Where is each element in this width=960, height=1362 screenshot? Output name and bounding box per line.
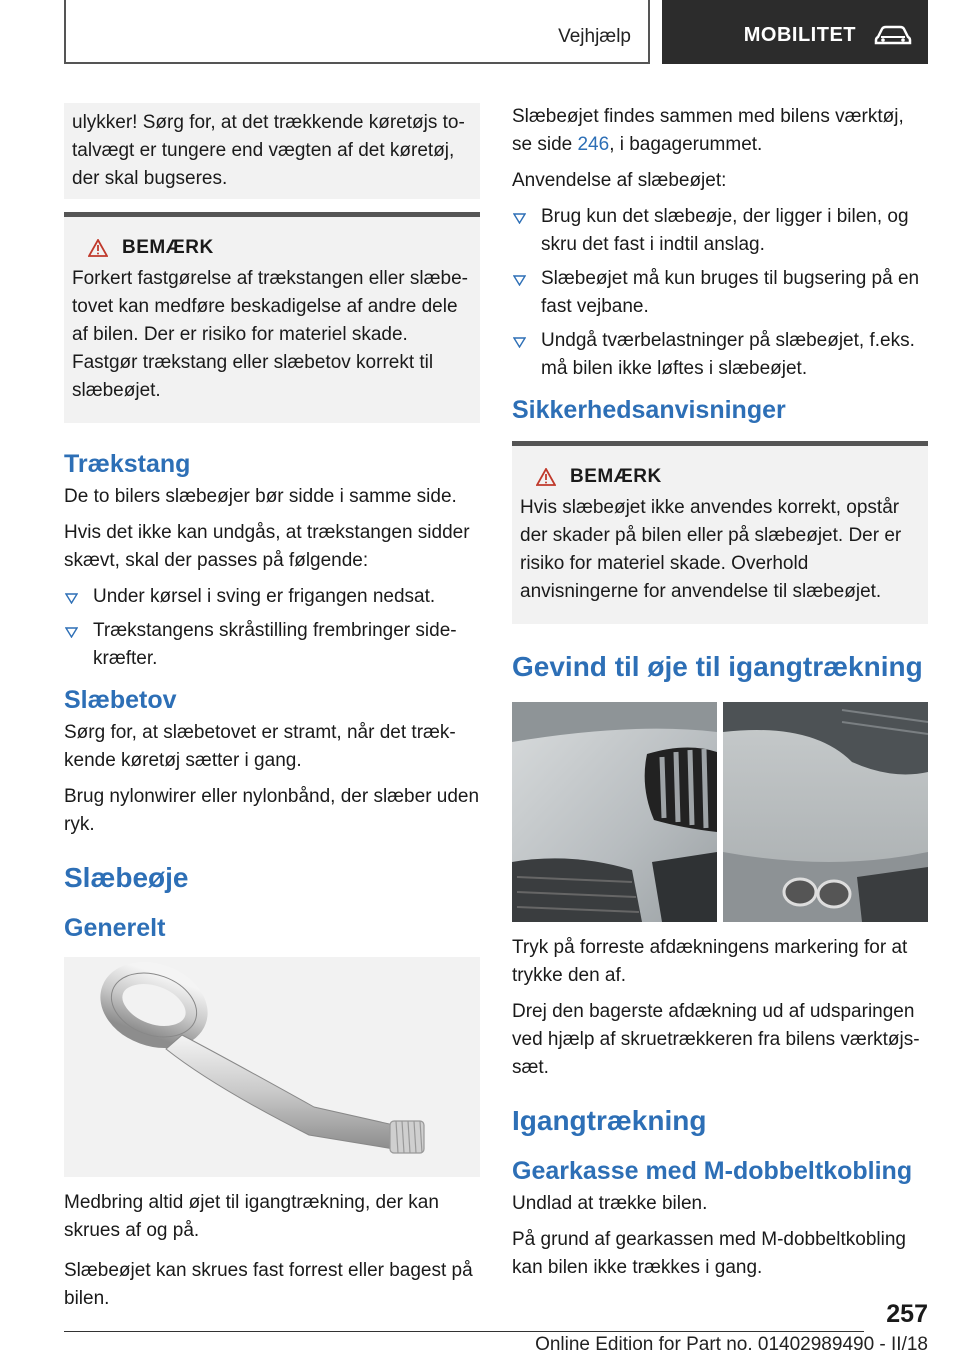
list-item: Brug kun det slæbeøje, der ligger i bilen, og skru det fast i indtil anslag. [512, 203, 928, 259]
bullet-list [512, 203, 928, 383]
right-column [512, 103, 928, 1290]
paragraph: Sørg for, at slæbetovet er stramt, når det trækkende køretøj sætter i gang. [64, 722, 456, 771]
paragraph: Hvis det ikke kan undgås, at trækstangen sidder skævt, skal der passes på følgende: [64, 522, 470, 571]
heading-gevind: Gevind til øje til igangtrækning [512, 651, 923, 682]
triangle-bullet-icon [65, 593, 78, 604]
section-tab [64, 0, 650, 64]
car-icon [874, 24, 912, 46]
heading-traekstang: Trækstang [64, 450, 191, 478]
warning-triangle-icon [88, 239, 108, 257]
chapter-tab [662, 0, 928, 64]
chapter-title: MOBILITET [743, 23, 856, 46]
paragraph: Slæbeøjet findes sammen med bilens værktøj, se side 246, i bagagerummet. [512, 106, 904, 155]
notice-box [64, 212, 480, 423]
triangle-bullet-icon [65, 627, 78, 638]
bullet-list [64, 583, 480, 673]
left-column [64, 103, 480, 1321]
paragraph: Anvendelse af slæbeøjet: [512, 170, 727, 191]
notice-title: BEMÆRK [88, 237, 472, 259]
tow-eye-illustration [64, 957, 480, 1177]
notice-box [512, 441, 928, 624]
heading-sikkerhedsanvisninger: Sikkerhedsanvisninger [512, 396, 786, 424]
list-item: Undgå tværbelastninger på slæbeøjet, f.eks. må bilen ikke løftes i slæbeøjet. [512, 327, 928, 383]
notice-text: Forkert fastgørelse af trækstangen eller slæbetovet kan medføre beskadigelse af andre dele af bilen. Der er risiko for materiel skade. Fastgør trækstang eller slæbetov korrekt til slæbeøjet. [72, 268, 468, 401]
warning-continuation-box [64, 103, 480, 199]
notice-text: Hvis slæbeøjet ikke anvendes korrekt, opstår der skader på bilen eller på slæbeøjet. Der er risiko for materiel skade. Overhold anvisningerne for anvendelse til slæbeøjet. [520, 497, 902, 602]
heading-gearkasse: Gearkasse med M-dobbeltkobling [512, 1157, 913, 1185]
list-item: Slæbeøjet må kun bruges til bugsering på en fast vejbane. [512, 265, 928, 321]
paragraph: På grund af gearkassen med M-dobbeltkobling kan bilen ikke trækkes i gang. [512, 1229, 906, 1278]
heading-generelt: Generelt [64, 914, 166, 942]
page-header [64, 0, 928, 64]
bumper-cover-photos [512, 702, 928, 922]
warning-continuation-text: ulykker! Sørg for, at det trækkende køretøjs totalvægt er tungere end vægten af det køretøj, der skal bugseres. [72, 112, 465, 189]
tow-eye-drawing [64, 957, 480, 1177]
paragraph: Brug nylonwirer eller nylonbånd, der slæber uden ryk. [64, 786, 480, 835]
triangle-bullet-icon [513, 213, 526, 224]
paragraph: Drej den bagerste afdækning ud af udsparingen ved hjælp af skruetrækkeren fra bilens værktøjssæt. [512, 1001, 920, 1078]
list-item: Trækstangens skråstilling frembringer sidekræfter. [64, 617, 480, 673]
heading-igangtraekning: Igangtrækning [512, 1105, 707, 1136]
page-reference-link[interactable]: 246 [577, 134, 610, 155]
paragraph: Medbring altid øjet til igangtrækning, der kan skrues af og på. [64, 1192, 439, 1241]
heading-slaebetov: Slæbetov [64, 686, 177, 714]
paragraph: Tryk på forreste afdækningens markering for at trykke den af. [512, 937, 908, 986]
paragraph: Slæbeøjet kan skrues fast forrest eller bagest på bilen. [64, 1260, 473, 1309]
page-number: 257 [886, 1300, 928, 1328]
footer-divider [64, 1331, 864, 1332]
triangle-bullet-icon [513, 337, 526, 348]
warning-triangle-icon [536, 468, 556, 486]
section-title: Vejhjælp [558, 26, 631, 47]
heading-slaebeoje: Slæbeøje [64, 862, 189, 893]
edition-note: Online Edition for Part no. 01402989490 - II/18 [535, 1334, 928, 1355]
list-item: Under kørsel i sving er frigangen nedsat. [64, 583, 480, 611]
paragraph: Undlad at trække bilen. [512, 1193, 708, 1214]
paragraph: De to bilers slæbeøjer bør sidde i samme side. [64, 486, 457, 507]
bumper-drawing [512, 702, 928, 922]
triangle-bullet-icon [513, 275, 526, 286]
notice-title: BEMÆRK [536, 466, 920, 488]
